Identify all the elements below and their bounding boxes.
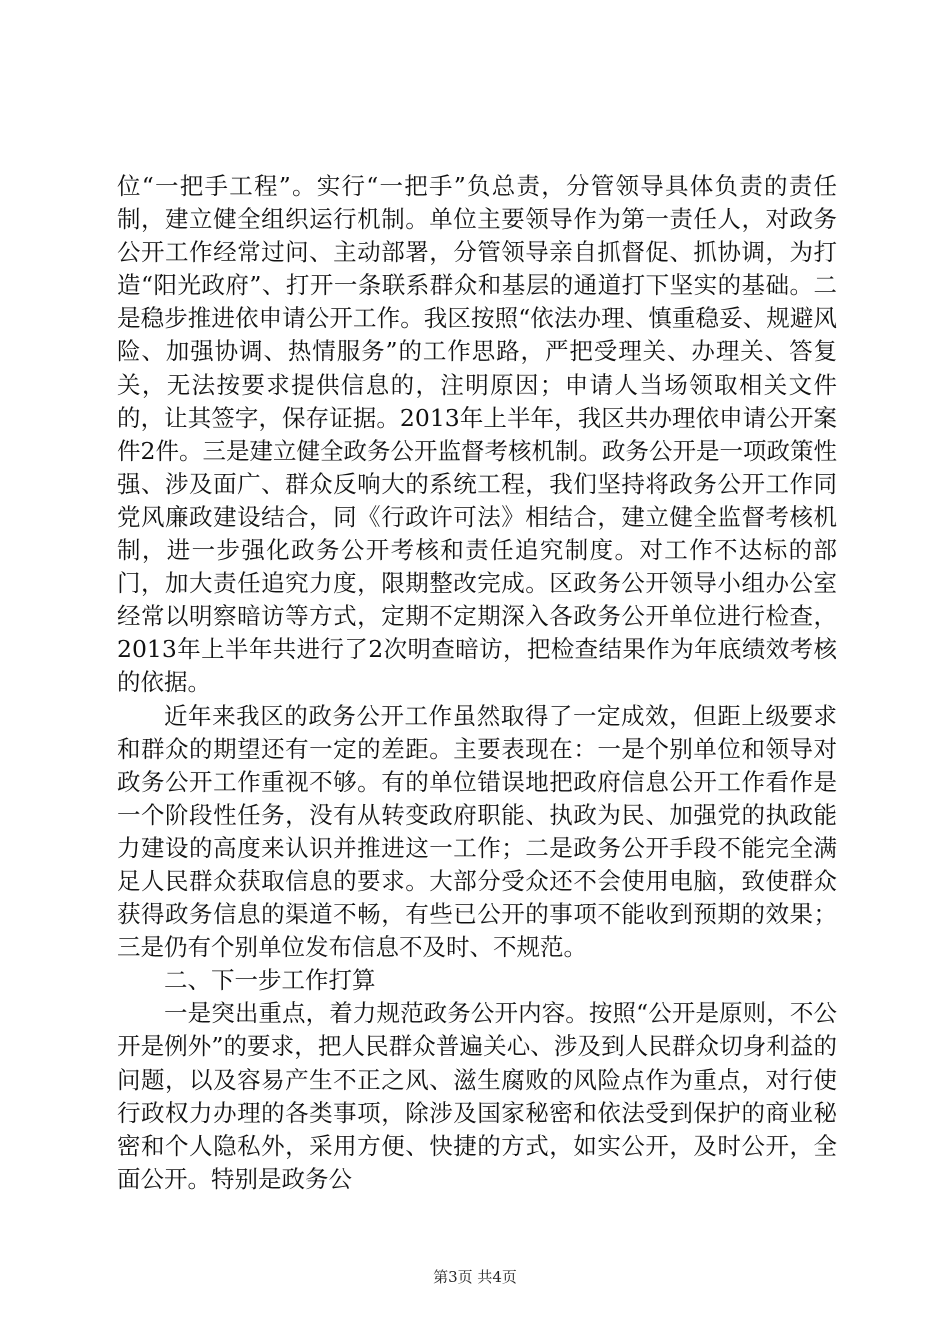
- paragraph-plan-one: 一是突出重点，着力规范政务公开内容。按照“公开是原则，不公开是例外”的要求，把人民群众普遍关心、涉及到人民群众切身利益的问题，以及容易产生不正之风、滋生腐败的风险点作为重点，对行使行政权力办理的各类事项，除涉及国家秘密和依法受到保护的商业秘密和个人隐私外，采用方便、快捷的方式，如实公开，及时公开，全面公开。特别是政务公: [117, 999, 837, 1193]
- page-footer: 第3页 共4页: [433, 1268, 517, 1286]
- document-body: [117, 170, 837, 1196]
- paragraph-continued: 位“一把手工程”。实行“一把手”负总责，分管领导具体负责的责任制，建立健全组织运行机制。单位主要领导作为第一责任人，对政务公开工作经常过问、主动部署，分管领导亲自抓督促、抓协调，为打造“阳光政府”、打开一条联系群众和基层的通道打下坚实的基础。二是稳步推进依申请公开工作。我区按照“依法办理、慎重稳妥、规避风险、加强协调、热情服务”的工作思路，严把受理关、办理关、答复关，无法按要求提供信息的，注明原因；申请人当场领取相关文件的，让其签字，保存证据。2013年上半年，我区共办理依申请公开案件2件。三是建立健全政务公开监督考核机制。政务公开是一项政策性强、涉及面广、群众反响大的系统工程，我们坚持将政务公开工作同党风廉政建设结合，同《行政许可法》相结合，建立健全监督考核机制，进一步强化政务公开考核和责任追究制度。对工作不达标的部门，加大责任追究力度，限期整改完成。区政务公开领导小组办公室经常以明察暗访等方式，定期不定期深入各政务公开单位进行检查，2013年上半年共进行了2次明查暗访，把检查结果作为年底绩效考核的依据。: [117, 172, 837, 697]
- paragraph-shortcomings: 近年来我区的政务公开工作虽然取得了一定成效，但距上级要求和群众的期望还有一定的差距。主要表现在：一是个别单位和领导对政务公开工作重视不够。有的单位错误地把政府信息公开工作看作是一个阶段性任务，没有从转变政府职能、执政为民、加强党的执政能力建设的高度来认识并推进这一工作；二是政务公开手段不能完全满足人民群众获取信息的要求。大部分受众还不会使用电脑，致使群众获得政务信息的渠道不畅，有些已公开的事项不能收到预期的效果；三是仍有个别单位发布信息不及时、不规范。: [117, 701, 837, 962]
- section-heading-next-steps: 二、下一步工作打算: [164, 966, 376, 995]
